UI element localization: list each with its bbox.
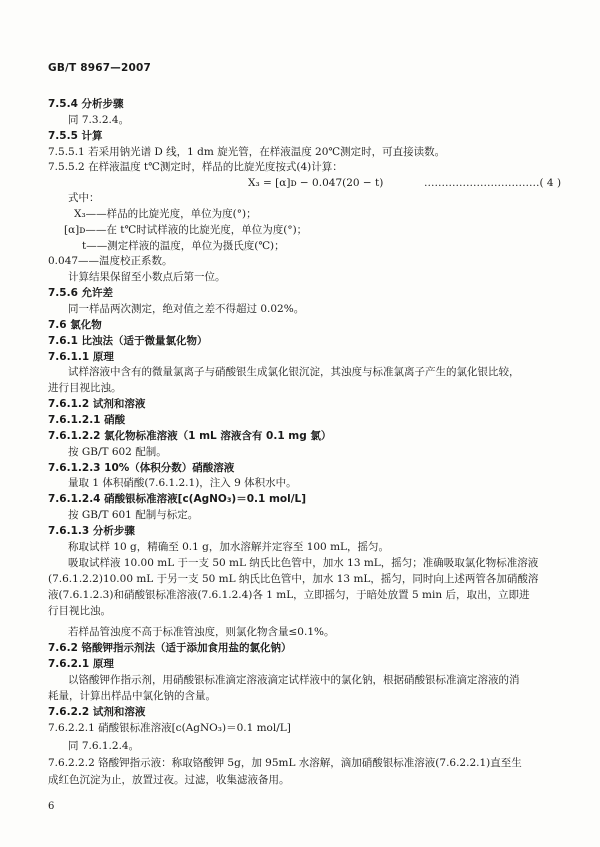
section-7-6-1-3-heading: 7.6.1.3 分析步骤 bbox=[48, 525, 135, 537]
section-7-6-1-2-heading: 7.6.1.2 试剂和溶液 bbox=[48, 398, 146, 410]
section-7-5-4-heading: 7.5.4 分析步骤 bbox=[48, 98, 124, 110]
section-7-5-6-heading: 7.5.6 允许差 bbox=[48, 287, 114, 299]
section-7-6-2-2-heading: 7.6.2.2 试剂和溶液 bbox=[48, 706, 146, 718]
section-7-6-1-2-3: 7.6.1.2.3 10%（体积分数）硝酸溶液 bbox=[48, 462, 235, 474]
section-7-6-2-2-2-line-2: 成红色沉淀为止，放置过夜。过滤，收集滤液备用。 bbox=[48, 774, 290, 786]
procedure-para-2-line-4: 行目视比浊。 bbox=[48, 605, 111, 617]
section-7-6-2-2-2-line-1: 7.6.2.2.2 铬酸钾指示液：称取铬酸钾 5g，加 95mL 水溶解，滴加硝酸银标准溶液(7.6.2.2.1)直至生 bbox=[48, 757, 522, 769]
section-7-6-1-2-1: 7.6.1.2.1 硝酸 bbox=[48, 414, 126, 426]
standard-code-header: GB/T 8967—2007 bbox=[48, 62, 152, 74]
section-7-6-1-2-4-text: 按 GB/T 601 配制与标定。 bbox=[68, 509, 199, 521]
section-7-5-6-text: 同一样品两次测定，绝对值之差不得超过 0.02%。 bbox=[68, 303, 305, 315]
procedure-para-2-line-3: 液(7.6.1.2.3)和硝酸银标准溶液(7.6.1.2.4)各 1 mL，立即摇匀，于暗处放置 5 min 后，取出，立即进 bbox=[48, 589, 530, 601]
section-7-6-1-2-2-text: 按 GB/T 602 配制。 bbox=[68, 446, 167, 458]
principle-2-line-2: 耗量，计算出样品中氯化钠的含量。 bbox=[48, 690, 216, 702]
procedure-para-1: 称取试样 10 g，精确至 0.1 g，加水溶解并定容至 100 mL，摇匀。 bbox=[68, 541, 389, 553]
section-7-6-1-1-heading: 7.6.1.1 原理 bbox=[48, 351, 114, 363]
section-7-6-2-2-1-text: 同 7.6.1.2.4。 bbox=[68, 740, 140, 752]
variable-0-047: 0.047——温度校正系数。 bbox=[48, 255, 173, 267]
principle-2-line-1: 以铬酸钾作指示剂，用硝酸银标准滴定溶液滴定试样液中的氯化钠，根据硝酸银标准滴定溶液的消 bbox=[68, 674, 520, 686]
where-label: 式中： bbox=[68, 192, 100, 204]
section-7-6-2-heading: 7.6.2 铬酸钾指示剂法（适于添加食用盐的氯化钠） bbox=[48, 642, 292, 654]
calc-precision-note: 计算结果保留至小数点后第一位。 bbox=[68, 271, 226, 283]
section-7-6-1-2-3-text: 量取 1 体积硝酸(7.6.1.2.1)，注入 9 体积水中。 bbox=[68, 477, 297, 489]
procedure-para-2-line-2: (7.6.1.2.2)10.00 mL 于另一支 50 mL 纳氏比色管中，加水 13 mL，摇匀，同时向上述两管各加硝酸溶 bbox=[48, 573, 539, 585]
section-7-6-1-heading: 7.6.1 比浊法（适于微量氯化物） bbox=[48, 335, 208, 347]
procedure-para-2-line-1: 吸取试样液 10.00 mL 于一支 50 mL 纳氏比色管中，加水 13 mL，摇匀；准确吸取氯化物标准溶液 bbox=[68, 557, 539, 569]
section-7-6-1-2-4: 7.6.1.2.4 硝酸银标准溶液[c(AgNO₃)＝0.1 mol/L] bbox=[48, 493, 307, 505]
page-number: 6 bbox=[48, 801, 55, 812]
procedure-para-3: 若样品管浊度不高于标准管浊度，则氯化物含量≤0.1%。 bbox=[68, 626, 335, 638]
section-7-5-5-heading: 7.5.5 计算 bbox=[48, 130, 103, 142]
variable-alpha-d: [α]ᴅ——在 t℃时试样液的比旋光度，单位为度(°)； bbox=[64, 224, 308, 236]
formula-number: ……………………………( 4 ) bbox=[424, 177, 562, 189]
variable-t: t——测定样液的温度，单位为摄氏度(℃)； bbox=[82, 240, 285, 252]
section-7-6-heading: 7.6 氯化物 bbox=[48, 319, 102, 331]
variable-x3: X₃——样品的比旋光度，单位为度(°)； bbox=[74, 208, 257, 220]
formula-4: X₃ = [α]ᴅ − 0.047(20 − t) bbox=[248, 177, 384, 189]
section-7-6-1-2-2: 7.6.1.2.2 氯化物标准溶液（1 mL 溶液含有 0.1 mg 氯） bbox=[48, 430, 332, 442]
section-7-5-5-1: 7.5.5.1 若采用钠光谱 D 线，1 dm 旋光管，在样液温度 20℃测定时，可直接读数。 bbox=[48, 146, 446, 158]
section-7-5-4-text: 同 7.3.2.4。 bbox=[68, 114, 130, 126]
section-7-6-2-1-heading: 7.6.2.1 原理 bbox=[48, 658, 114, 670]
section-7-6-2-2-1: 7.6.2.2.1 硝酸银标准溶液[c(AgNO₃)＝0.1 mol/L] bbox=[48, 722, 291, 734]
section-7-5-5-2: 7.5.5.2 在样液温度 t℃测定时，样品的比旋光度按式(4)计算： bbox=[48, 161, 343, 173]
principle-para-line-1: 试样溶液中含有的微量氯离子与硝酸银生成氯化银沉淀，其浊度与标准氯离子产生的氯化银比较， bbox=[68, 366, 520, 378]
principle-para-line-2: 进行目视比浊。 bbox=[48, 382, 122, 394]
